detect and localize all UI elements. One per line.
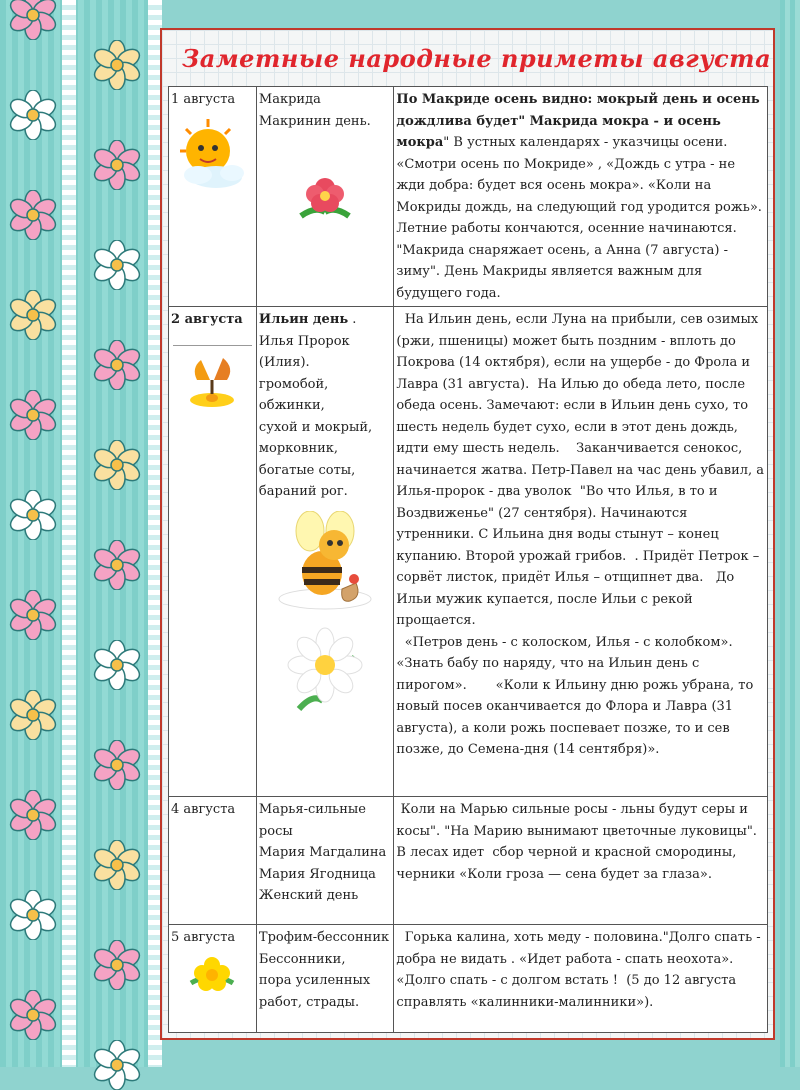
flower-decoration [92, 640, 142, 690]
red-flower-illustration [295, 172, 355, 222]
day-name-rest: . Илья Пророк (Илия). громобой, обжинки, сухой и мокрый, морковник, богатые соты, бараний рог. [258, 312, 373, 499]
day-name: Трофим-бессонник Бессонники, пора усиленных работ, страды. [258, 930, 390, 1010]
decorative-right-border [780, 0, 800, 1067]
flower-decoration [92, 140, 142, 190]
flower-decoration [8, 990, 58, 1040]
date-label: 4 августа [171, 802, 236, 817]
flower-decoration [92, 540, 142, 590]
flower-decoration [92, 340, 142, 390]
flower-decoration [8, 390, 58, 440]
daisy-illustration [285, 627, 365, 717]
butterfly-flower-illustration [177, 350, 247, 410]
date-cell [169, 87, 257, 307]
table-row [169, 925, 768, 1033]
name-cell [256, 87, 394, 307]
flower-decoration [8, 190, 58, 240]
name-cell [256, 797, 394, 925]
flower-decoration [8, 790, 58, 840]
description-cell [394, 797, 768, 925]
day-name: Марья-сильные росы Мария Магдалина Мария Ягодница Женский день [258, 802, 387, 903]
description-text: На Ильин день, если Луна на прибыли, сев озимых (ржи, пшеницы) может быть поздним - вплоть до Покрова (14 октября), если на ущербе - до Фрола и Лавра (31 августа). На Илью до обеда лето, после обеда осень. Замечают: если в Ильин день сухо, то шесть недель будет сухо, если в этот день дождь, идти ему шесть недель. Заканчивается сенокос, начинается жатва. Петр-Павел на час день убавил, а Илья-пророк - два уволок "Во что Илья, в то и Воздвиженье" (27 сентября). Начинаются утренники. С Ильина дня воды стынут – конец купанию. Второй урожай грибов. . Придёт Петрок – сорвёт листок, придёт Илья – отщипнет два. До Ильи мужик купается, после Ильи с рекой прощается. «Петров день - с колоском, Илья - с колобком». «Знать бабу по наряду, что на Ильин день с пирогом». «Коли к Ильину дню рожь убрана, то новый посев оканчивается до Флора и Лавра (31 августа), а коли рожь поспевает позже, то и сев позже, до Семена-дня (14 сентября)». [396, 312, 765, 757]
flower-decoration [92, 740, 142, 790]
content-sheet [160, 28, 779, 1040]
omens-table [168, 86, 779, 1033]
description-cell [394, 307, 768, 797]
lace-ribbon [62, 0, 76, 1067]
flower-decoration [8, 290, 58, 340]
flower-decoration [8, 0, 58, 40]
flower-decoration [92, 840, 142, 890]
sun-cloud-illustration [172, 115, 252, 195]
day-name-lead: Ильин день [258, 312, 349, 327]
flower-decoration [92, 940, 142, 990]
date-cell [169, 307, 257, 797]
table-row [169, 87, 768, 307]
page-title: Заметные народные приметы августа [182, 44, 772, 73]
day-name [259, 309, 392, 503]
flower-decoration [8, 890, 58, 940]
flower-decoration [92, 440, 142, 490]
yellow-flower-illustration [187, 953, 237, 997]
table-row [169, 797, 768, 925]
description-lead: По Макриде осень видно: мокрый день и осень дождлива будет" Макрида мокра - и осень мокра [396, 92, 760, 150]
flower-decoration [8, 490, 58, 540]
date-cell [169, 925, 257, 1033]
table-row [169, 307, 768, 797]
description-text: " В устных календарях - указчицы осени. «Смотри осень по Мокриде» , «Дождь с утра - не жди добра: будет вся осень мокра». «Коли на Мокриды дождь, на следующий год уродится рожь». Летние работы кончаются, осенние начинаются. "Макрида снаряжает осень, а Анна (7 августа) - зиму". День Макриды является важным для будущего года. [396, 135, 779, 301]
date-cell [169, 797, 257, 925]
flower-decoration [92, 1040, 142, 1090]
date-label: 2 августа [171, 312, 243, 327]
description-text: Горька калина, хоть меду - половина."Долго спать - добра не видать . «Идет работа - спать неохота». «Долго спать - с долгом встать ! (5 до 12 августа справлять «калинники-малинники»). [396, 930, 765, 1010]
flower-decoration [92, 240, 142, 290]
description-cell [394, 925, 768, 1033]
flower-decoration [8, 90, 58, 140]
flower-decoration [92, 40, 142, 90]
description-cell [394, 87, 779, 307]
flower-decoration [8, 590, 58, 640]
bee-illustration [270, 511, 380, 611]
name-cell [256, 307, 394, 797]
name-cell [256, 925, 394, 1033]
description-text: Коли на Марью сильные росы - льны будут серы и косы". "На Марию вынимают цветочные луковицы". В лесах идет сбор черной и красной смородины, черники «Коли гроза — сена будет за глаза». [396, 802, 766, 882]
flower-decoration [8, 690, 58, 740]
day-name: Макрида Макринин день. [258, 92, 371, 129]
date-label: 5 августа [171, 930, 236, 945]
date-label: 1 августа [171, 92, 236, 107]
